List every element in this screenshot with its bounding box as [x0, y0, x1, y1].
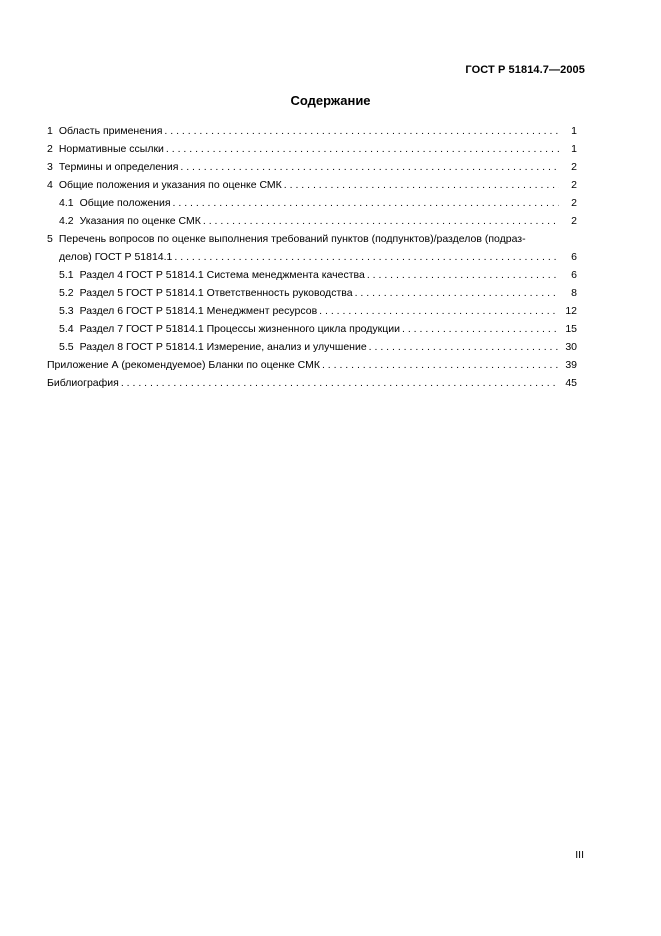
toc-leader-dots — [173, 194, 559, 212]
toc-entry-page: 12 — [565, 305, 577, 317]
toc-leader-dots — [319, 302, 559, 320]
toc-entry-number: 5.4 — [59, 323, 74, 335]
toc-entry-number: 5.2 — [59, 287, 74, 299]
toc-subentry[interactable] — [47, 338, 577, 356]
toc-entry-page: 15 — [565, 323, 577, 335]
document-code: ГОСТ Р 51814.7—2005 — [465, 64, 585, 76]
toc-leader-dots — [121, 374, 559, 392]
toc-title: Содержание — [290, 93, 371, 108]
page-number: III — [575, 849, 584, 861]
toc-subentry[interactable] — [47, 320, 577, 338]
toc-leader-dots — [367, 266, 559, 284]
toc-entry-page: 2 — [571, 215, 577, 227]
toc-subentry[interactable] — [47, 194, 577, 212]
toc-entry-number: 5.1 — [59, 269, 74, 281]
toc-entry-page: 1 — [571, 125, 577, 137]
toc-entry-page: 2 — [571, 161, 577, 173]
toc-leader-dots — [164, 122, 559, 140]
toc-entry-number: 5.3 — [59, 305, 74, 317]
toc-entry-title: Раздел 8 ГОСТ Р 51814.1 Измерение, анализ и улучшение — [79, 341, 367, 353]
toc-entry-continuation[interactable] — [47, 248, 577, 266]
toc-entry-title: Нормативные ссылки — [58, 143, 164, 155]
toc-entry-page: 6 — [571, 269, 577, 281]
toc-entry-number: 4.2 — [59, 215, 74, 227]
toc-entry-title: делов) ГОСТ Р 51814.1 — [59, 251, 173, 263]
toc-entry-page: 45 — [565, 377, 577, 389]
toc-entry-title: Термины и определения — [58, 161, 179, 173]
toc-entry-page: 39 — [565, 359, 577, 371]
toc-entry[interactable] — [47, 176, 577, 194]
toc-entry-number: 1 — [47, 125, 53, 137]
toc-entry-page: 2 — [571, 197, 577, 209]
toc-entry-number: 5 — [47, 233, 53, 245]
toc-entry-page: 8 — [571, 287, 577, 299]
toc-leader-dots — [203, 212, 559, 230]
toc-entry-title: Раздел 5 ГОСТ Р 51814.1 Ответственность руководства — [79, 287, 353, 299]
toc-leader-dots — [402, 320, 559, 338]
toc-leader-dots — [355, 284, 559, 302]
toc-entry-title: Приложение А (рекомендуемое) Бланки по оценке СМК — [47, 359, 320, 371]
toc-leader-dots — [174, 248, 559, 266]
toc-entry[interactable] — [47, 140, 577, 158]
toc-entry-title: Общие положения — [79, 197, 171, 209]
toc-leader-dots — [284, 176, 559, 194]
toc-entry-number: 4 — [47, 179, 53, 191]
toc-entry-number: 3 — [47, 161, 53, 173]
toc-entry-page: 2 — [571, 179, 577, 191]
toc-entry-appendix[interactable] — [47, 356, 577, 374]
toc-entry[interactable] — [47, 122, 577, 140]
toc-entry-title: Общие положения и указания по оценке СМК — [58, 179, 282, 191]
toc-entry-bibliography[interactable] — [47, 374, 577, 392]
toc-entry-title: Область применения — [58, 125, 163, 137]
toc-leader-dots — [369, 338, 559, 356]
toc-entry-page: 6 — [571, 251, 577, 263]
toc-subentry[interactable] — [47, 284, 577, 302]
toc-entry[interactable] — [47, 230, 577, 248]
toc-entry-number: 2 — [47, 143, 53, 155]
toc-entry-title: Указания по оценке СМК — [79, 215, 201, 227]
toc-entry-title: Перечень вопросов по оценке выполнения требований пунктов (подпунктов)/разделов (подраз- — [58, 233, 526, 245]
toc-subentry[interactable] — [47, 302, 577, 320]
table-of-contents — [47, 122, 577, 392]
toc-leader-dots — [322, 356, 559, 374]
toc-entry-page: 30 — [565, 341, 577, 353]
toc-entry[interactable] — [47, 158, 577, 176]
toc-subentry[interactable] — [47, 266, 577, 284]
toc-entry-title: Раздел 6 ГОСТ Р 51814.1 Менеджмент ресурсов — [79, 305, 318, 317]
toc-entry-number: 5.5 — [59, 341, 74, 353]
toc-entry-number: 4.1 — [59, 197, 74, 209]
toc-entry-title: Библиография — [47, 377, 119, 389]
toc-entry-page: 1 — [571, 143, 577, 155]
toc-leader-dots — [166, 140, 559, 158]
toc-entry-title: Раздел 4 ГОСТ Р 51814.1 Система менеджмента качества — [79, 269, 365, 281]
toc-entry-title: Раздел 7 ГОСТ Р 51814.1 Процессы жизненного цикла продукции — [79, 323, 400, 335]
toc-subentry[interactable] — [47, 212, 577, 230]
toc-leader-dots — [180, 158, 559, 176]
